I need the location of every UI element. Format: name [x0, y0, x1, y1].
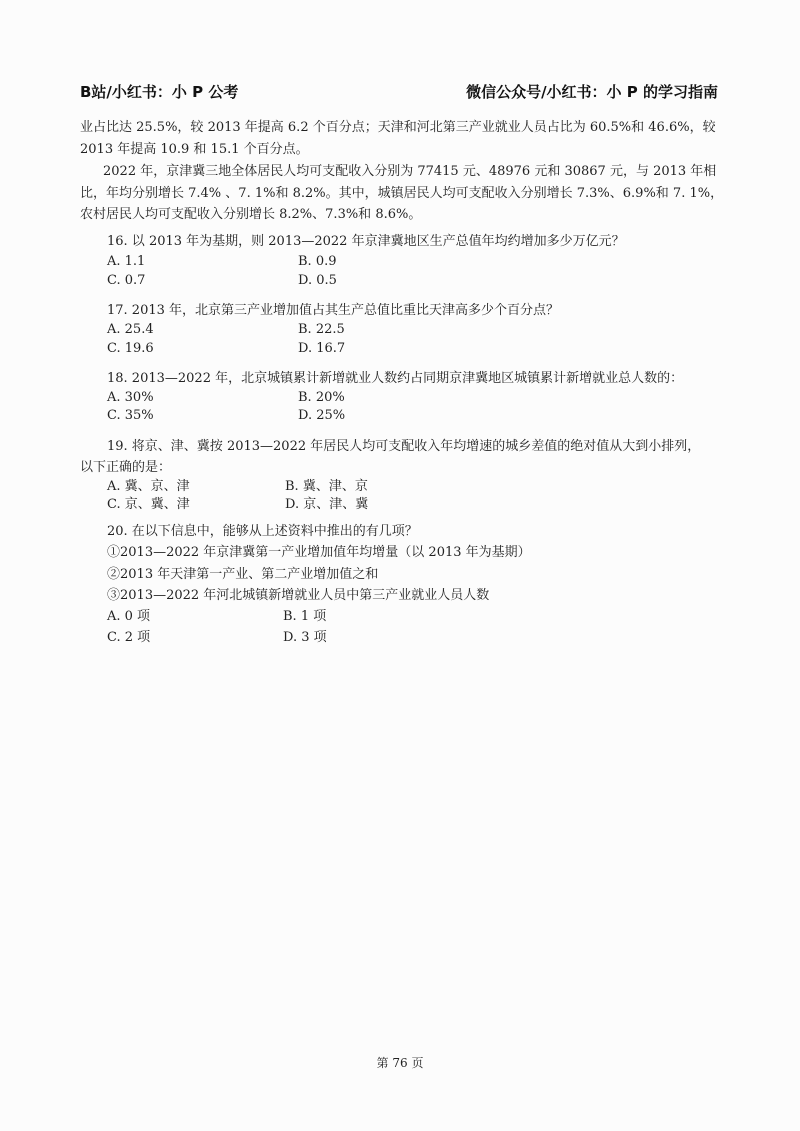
option-d: D. 3 项 [283, 630, 327, 645]
question-stem: 18. 2013—2022 年，北京城镇累计新增就业人数约占同期京津冀地区城镇累计新增就业总人数的： [107, 371, 684, 386]
question-stem: 20. 在以下信息中，能够从上述资料中推出的有几项？ [107, 524, 418, 539]
option-c: C. 19.6 [107, 341, 154, 356]
page-number: 第 76 页 [376, 1056, 424, 1070]
option-b: B. 20% [298, 390, 345, 405]
passage-line: 2022 年，京津冀三地全体居民人均可支配收入分别为 77415 元、48976 元和 30867 元，与 2013 年相 [103, 164, 717, 179]
option-c: C. 0.7 [107, 273, 146, 288]
passage-line: 比，年均分别增长 7.4% 、7. 1%和 8.2%。其中，城镇居民人均可支配收入分别增长 7.3%、6.9%和 7. 1%， [80, 186, 724, 201]
option-b: B. 1 项 [283, 609, 327, 624]
question-stem: 19. 将京、津、冀按 2013—2022 年居民人均可支配收入年均增速的城乡差值的绝对值从大到小排列， [107, 439, 701, 454]
option-c: C. 京、冀、津 [107, 497, 190, 512]
option-b: B. 0.9 [298, 254, 337, 269]
header-left-source: B站/小红书：小 P 公考 [80, 83, 239, 101]
option-d: D. 京、津、冀 [285, 497, 369, 512]
option-a: A. 25.4 [107, 322, 154, 337]
statement-item-1: ①2013—2022 年京津冀第一产业增加值年均增量（以 2013 年为基期） [107, 545, 531, 560]
option-a: A. 冀、京、津 [107, 479, 190, 494]
option-a: A. 30% [107, 390, 154, 405]
passage-line: 业占比达 25.5%，较 2013 年提高 6.2 个百分点；天津和河北第三产业就业人员占比为 60.5%和 46.6%，较 [80, 120, 716, 135]
option-a: A. 0 项 [107, 609, 151, 624]
header-right-source: 微信公众号/小红书：小 P 的学习指南 [466, 83, 718, 101]
statement-item-3: ③2013—2022 年河北城镇新增就业人员中第三产业就业人员人数 [107, 588, 490, 603]
option-d: D. 16.7 [298, 341, 346, 356]
passage-line: 2013 年提高 10.9 和 15.1 个百分点。 [80, 142, 309, 157]
passage-line: 农村居民人均可支配收入分别增长 8.2%、7.3%和 8.6%。 [80, 207, 422, 222]
option-d: D. 0.5 [298, 273, 337, 288]
option-d: D. 25% [298, 408, 346, 423]
question-stem-continued: 以下正确的是： [80, 460, 172, 475]
option-b: B. 22.5 [298, 322, 345, 337]
option-c: C. 2 项 [107, 630, 151, 645]
option-b: B. 冀、津、京 [285, 479, 368, 494]
question-stem: 17. 2013 年，北京第三产业增加值占其生产总值比重比天津高多少个百分点？ [107, 303, 560, 318]
question-stem: 16. 以 2013 年为基期，则 2013—2022 年京津冀地区生产总值年均约增加多少万亿元？ [107, 234, 625, 249]
statement-item-2: ②2013 年天津第一产业、第二产业增加值之和 [107, 567, 379, 582]
option-c: C. 35% [107, 408, 154, 423]
option-a: A. 1.1 [107, 254, 146, 269]
